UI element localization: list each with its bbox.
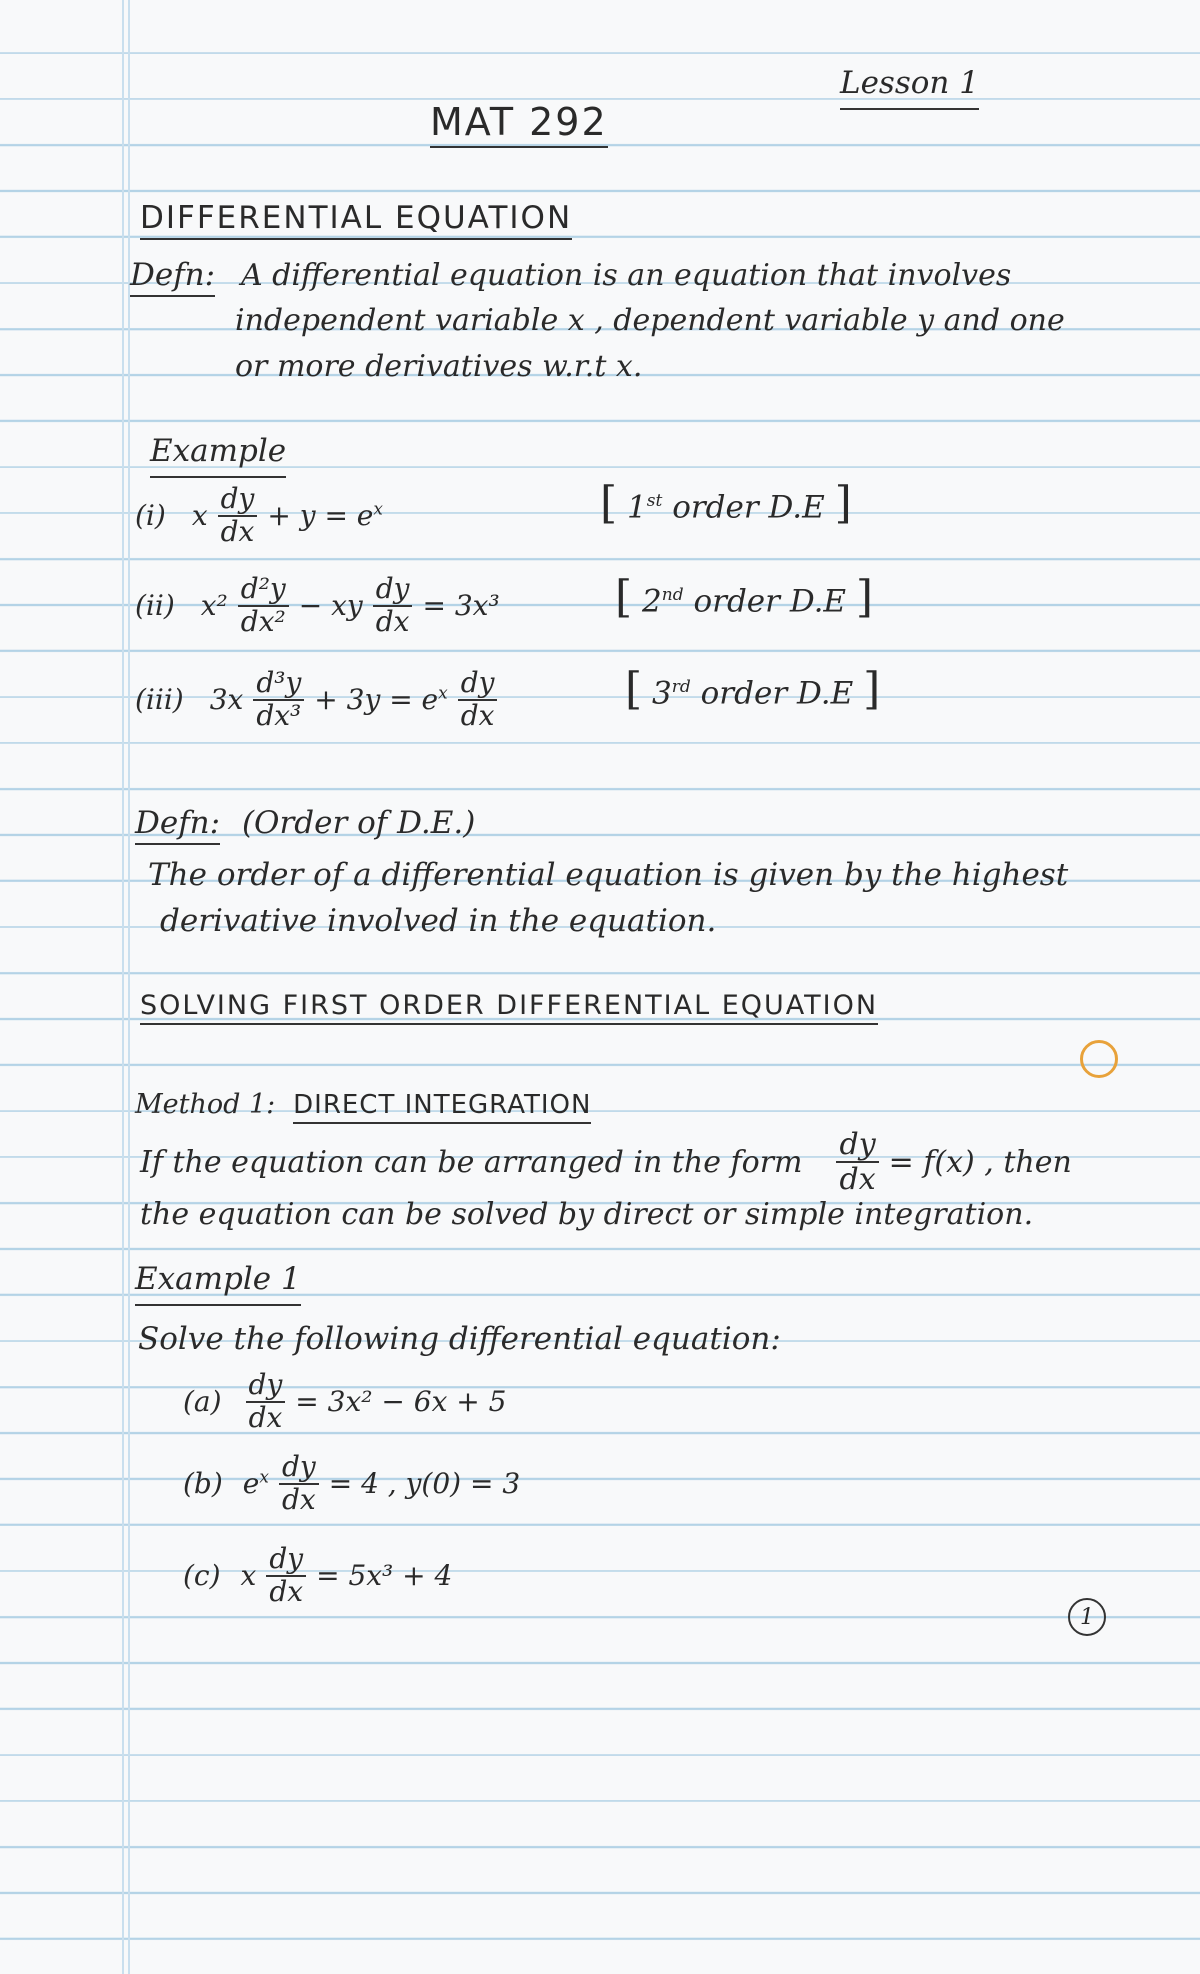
section-title-de: DIFFERENTIAL EQUATION xyxy=(140,200,572,240)
example1-part-c: (c) x $\frac{dy}{dx}$ = 5x³ + 4 xyxy=(183,1542,453,1608)
method-line-1: If the equation can be arranged in the form $\frac{dy}{dx}$ = f(x) , then xyxy=(140,1127,1072,1197)
defn-line-1: Defn: A differential equation is an equation that involves xyxy=(130,252,1011,299)
highlight-circle-icon xyxy=(1080,1040,1118,1078)
defn2-label: Defn: xyxy=(135,805,220,845)
order-label-3: [ 3rd order D.E ] xyxy=(625,663,881,715)
order-label-2: [ 2nd order D.E ] xyxy=(615,571,874,623)
section-title-solving: SOLVING FIRST ORDER DIFFERENTIAL EQUATION xyxy=(140,990,878,1025)
defn-line-3: or more derivatives w.r.t x. xyxy=(235,349,643,384)
order-label-1: [ 1st order D.E ] xyxy=(600,477,852,529)
defn2-header: Defn: (Order of D.E.) xyxy=(135,800,475,846)
defn2-line-2: derivative involved in the equation. xyxy=(160,903,717,939)
example1-part-a: (a) $\frac{dy}{dx}$ = 3x² − 6x + 5 xyxy=(183,1368,507,1434)
defn-label: Defn: xyxy=(130,257,215,297)
example-label: Example xyxy=(150,428,286,478)
defn2-line-1: The order of a differential equation is given by the highest xyxy=(148,857,1069,893)
example1-part-b: (b) $e^x$ $\frac{dy}{dx}$ = 4 , y(0) = 3 xyxy=(183,1450,521,1516)
course-title: MAT 292 xyxy=(430,100,608,148)
method-header: Method 1: DIRECT INTEGRATION xyxy=(135,1080,591,1128)
method-line-2: the equation can be solved by direct or simple integration. xyxy=(140,1197,1034,1232)
lesson-label: Lesson 1 xyxy=(840,60,979,110)
example1-instruction: Solve the following differential equation: xyxy=(138,1321,781,1357)
page-number: 1 xyxy=(1068,1598,1106,1636)
margin-line xyxy=(122,0,124,1974)
example1-label: Example 1 xyxy=(135,1256,301,1306)
defn-line-2: independent variable x , dependent variable y and one xyxy=(235,303,1065,338)
example-eq-3: (iii) 3x $\frac{\text{d³y}}{\text{dx³}}$ + $3y = e^x$ $\frac{dy}{dx}$ xyxy=(135,668,501,732)
example-eq-1: (i) x $\frac{dy}{dx}$ + $y = e^x$ xyxy=(135,482,383,548)
example-eq-2: (ii) x² $\frac{\text{d²y}}{\text{dx²}}$ − xy $\frac{dy}{dx}$ = 3x³ xyxy=(135,572,500,638)
